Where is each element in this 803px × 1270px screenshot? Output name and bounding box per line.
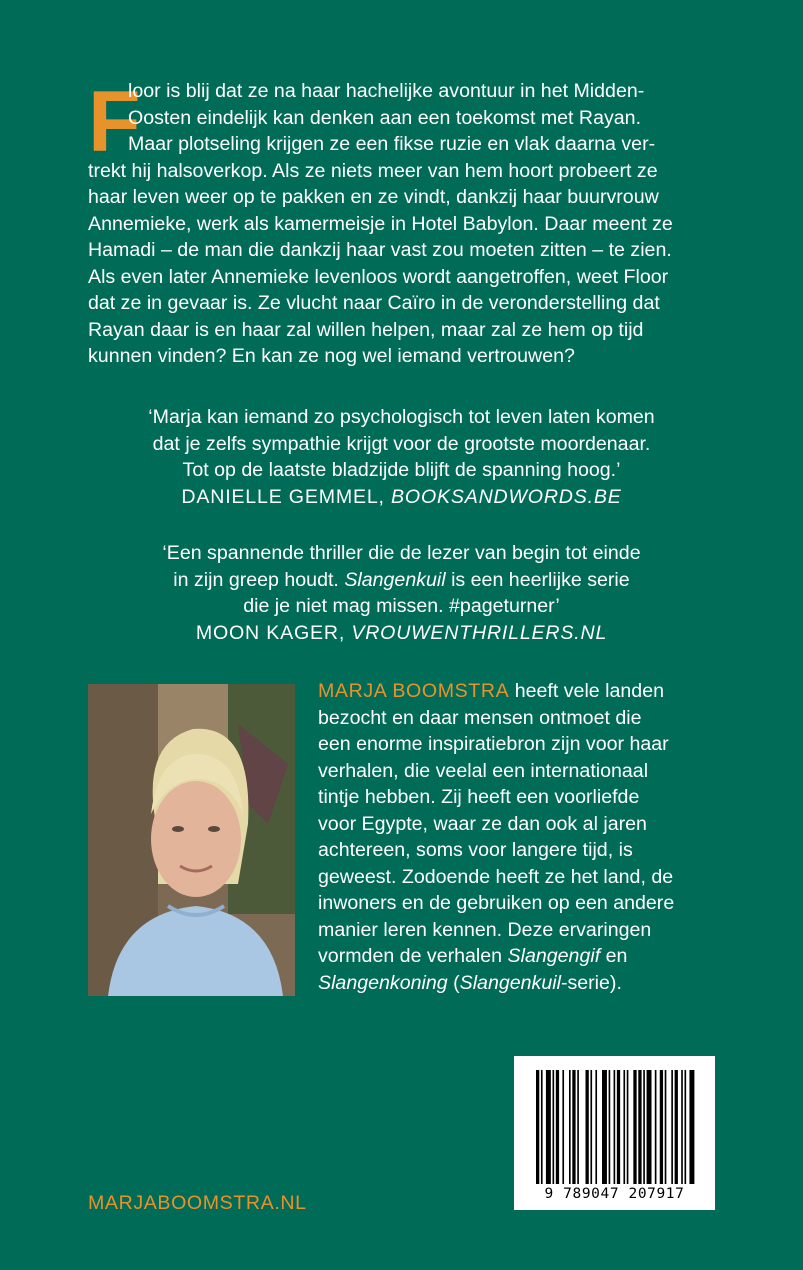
quote-source-site: BOOKSANDWORDS.BE — [391, 485, 622, 508]
bio-line: tintje hebben. Zij heeft een voorliefde — [318, 786, 640, 808]
author-name: MARJA BOOMSTRA — [318, 680, 510, 702]
blurb-line: haar leven weer op te pakken en ze vindt, dankzij haar buurvrouw — [88, 186, 659, 208]
isbn-number: 9 789047 207917 — [544, 1186, 685, 1202]
bio-line: verhalen, die veelal een internationaal — [318, 759, 649, 782]
barcode-bar — [614, 1070, 616, 1184]
barcode-bar — [665, 1070, 667, 1184]
bio-line: bezocht en daar mensen ontmoet die — [318, 706, 642, 729]
barcode-bar — [660, 1070, 663, 1184]
bio-line: voor Egypte, waar ze dan ook al jaren — [318, 812, 647, 835]
bio-line — [318, 970, 728, 997]
blurb-line: dat ze in gevaar is. Ze vlucht naar Caïro in de veronderstelling dat — [88, 292, 660, 314]
blurb-line: Als even later Annemieke levenloos wordt aangetroffen, weet Floor — [88, 265, 669, 288]
bio-text: vormden de verhalen — [318, 945, 508, 967]
blurb-line: Rayan daar is en haar zal willen helpen, maar zal ze hem op tijd — [88, 318, 644, 341]
quote-source — [60, 484, 743, 511]
author-photo — [88, 684, 295, 996]
barcode-bar — [572, 1070, 575, 1184]
barcode-bar — [536, 1070, 539, 1184]
barcode-bar — [562, 1070, 564, 1184]
bio-line: inwoners en de gebruiken op een andere — [318, 892, 675, 914]
barcode-bar — [623, 1070, 625, 1184]
barcode-bar — [546, 1070, 551, 1184]
blurb-line: Oosten eindelijk kan denken aan een toekomst met Rayan. — [128, 106, 642, 129]
quote-source-site: VROUWENTHRILLERS.NL — [351, 621, 608, 644]
quote-line: Tot op de laatste bladzijde blijft de spanning hoog.’ — [182, 459, 621, 481]
quote-line — [60, 567, 743, 594]
bio-line: achtereen, soms voor langere tijd, is — [318, 839, 633, 861]
book-series-title: Slangenkuil — [459, 971, 561, 994]
blurb-line: trekt hij halsoverkop. Als ze niets meer van hem hoort probeert ze — [88, 159, 658, 182]
bio-text: -serie). — [560, 971, 622, 994]
barcode-bar — [689, 1070, 694, 1184]
bio-text: ( — [447, 971, 460, 994]
barcode-bar — [681, 1070, 683, 1184]
barcode-bar — [586, 1070, 589, 1184]
bio-line — [318, 943, 728, 970]
quote-line: die je niet mag missen. #pageturner’ — [243, 595, 560, 617]
quote-line: dat je zelfs sympathie krijgt voor de grootste moordenaar. — [152, 432, 651, 455]
barcode-bar — [595, 1070, 597, 1184]
barcode-bar — [675, 1070, 678, 1184]
barcode-bar — [602, 1070, 607, 1184]
bio-line: een enorme inspiratiebron zijn voor haar — [318, 733, 669, 755]
bio-line: geweest. Zodoende heeft ze het land, de — [318, 865, 674, 888]
barcode-bar — [638, 1070, 641, 1184]
isbn-barcode — [514, 1056, 715, 1210]
blurb-line: Hamadi – de man die dankzij haar vast zou moeten zitten – te zien. — [88, 239, 672, 261]
barcode-bar — [633, 1070, 636, 1184]
author-website: MARJABOOMSTRA.NL — [88, 1192, 307, 1214]
drop-cap: F — [88, 74, 141, 170]
barcode-bar — [685, 1070, 687, 1184]
barcode-bar — [590, 1070, 592, 1184]
author-portrait-image — [88, 684, 295, 996]
blurb-line: Annemieke, werk als kamermeisje in Hotel Babylon. Daar meent ze — [88, 212, 673, 235]
barcode-bar — [609, 1070, 611, 1184]
quote-line: ‘Marja kan iemand zo psychologisch tot leven laten komen — [148, 406, 655, 428]
book-title: Slangengif — [507, 945, 601, 967]
barcode-bar — [671, 1070, 673, 1184]
bio-line — [318, 678, 728, 705]
book-series-title: Slangenkuil — [344, 568, 446, 591]
quote-source-name: DANIELLE GEMMEL, — [181, 485, 392, 508]
quote-text: in zijn greep houdt. — [173, 568, 345, 591]
quote-line: ‘Een spannende thriller die de lezer van begin tot einde — [162, 542, 641, 564]
quote-source — [60, 620, 743, 647]
barcode-bar — [643, 1070, 645, 1184]
review-quote-1 — [60, 404, 743, 510]
barcode-bar — [569, 1070, 571, 1184]
barcode-bar — [655, 1070, 657, 1184]
quote-text: is een heerlijke serie — [445, 568, 630, 591]
blurb-line: loor is blij dat ze na haar hachelijke avontuur in het Midden- — [128, 80, 645, 102]
barcode-bar — [627, 1070, 629, 1184]
author-bio — [318, 678, 728, 996]
blurb-line: Maar plotseling krijgen ze een fikse ruzie en vlak daarna ver- — [128, 133, 656, 155]
barcode-bar — [617, 1070, 620, 1184]
barcode-bar — [647, 1070, 652, 1184]
blurb-line: kunnen vinden? En kan ze nog wel iemand vertrouwen? — [88, 345, 575, 367]
barcode-bar — [577, 1070, 579, 1184]
quote-source-name: MOON KAGER, — [195, 621, 352, 644]
bio-text: en — [600, 945, 628, 967]
bio-line: manier leren kennen. Deze ervaringen — [318, 918, 652, 941]
review-quote-2 — [60, 540, 743, 646]
barcode-bar — [556, 1070, 559, 1184]
blurb-text — [88, 74, 716, 370]
book-title: Slangenkoning — [318, 971, 448, 994]
barcode-bar — [553, 1070, 555, 1184]
barcode-bar — [541, 1070, 543, 1184]
bio-text: heeft vele landen — [509, 680, 664, 702]
